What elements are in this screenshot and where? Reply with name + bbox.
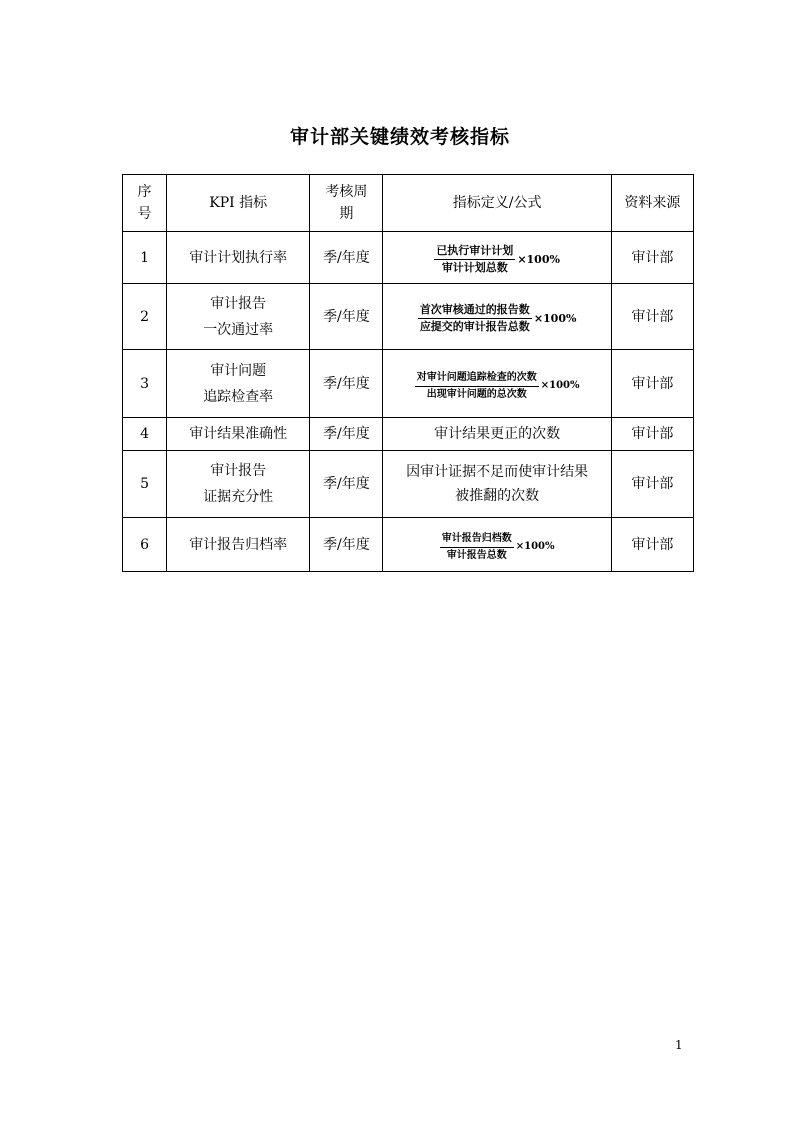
kpi-table [122, 174, 694, 572]
cell-period: 季/年度 [310, 518, 383, 572]
cell-definition [383, 284, 611, 350]
cell-source: 审计部 [611, 232, 693, 284]
table-header-row [123, 175, 694, 232]
table-row [123, 451, 694, 518]
table-row [123, 518, 694, 572]
cell-period: 季/年度 [310, 232, 383, 284]
header-seq: 序 号 [123, 175, 167, 232]
table-row [123, 350, 694, 418]
cell-seq: 3 [123, 350, 167, 418]
cell-definition: 因审计证据不足而使审计结果 被推翻的次数 [383, 451, 611, 518]
numerator: 对审计问题追踪检查的次数 [415, 370, 539, 387]
denominator: 出现审计问题的总次数 [426, 388, 527, 400]
multiplier: ×100% [533, 311, 577, 325]
cell-definition: 审计结果更正的次数 [383, 418, 611, 451]
table-row [123, 284, 694, 350]
cell-seq: 1 [123, 232, 167, 284]
cell-seq: 4 [123, 418, 167, 451]
numerator: 已执行审计计划 [434, 243, 515, 260]
cell-period: 季/年度 [310, 451, 383, 518]
cell-seq: 6 [123, 518, 167, 572]
table-row [123, 232, 694, 284]
cell-seq: 5 [123, 451, 167, 518]
cell-definition [383, 232, 611, 284]
numerator: 审计报告归档数 [440, 531, 514, 548]
header-period: 考核周 期 [310, 175, 383, 232]
fraction [440, 531, 514, 564]
header-kpi: KPI 指标 [167, 175, 310, 232]
cell-source: 审计部 [611, 350, 693, 418]
denominator: 审计报告总数 [446, 549, 507, 561]
cell-definition [383, 518, 611, 572]
formula [434, 243, 560, 276]
fraction [434, 243, 515, 276]
table-row [123, 418, 694, 451]
cell-period: 季/年度 [310, 418, 383, 451]
denominator: 审计计划总数 [441, 261, 508, 274]
formula [440, 531, 555, 564]
cell-kpi: 审计报告归档率 [167, 518, 310, 572]
cell-kpi: 审计计划执行率 [167, 232, 310, 284]
cell-seq: 2 [123, 284, 167, 350]
cell-source: 审计部 [611, 284, 693, 350]
cell-source: 审计部 [611, 451, 693, 518]
multiplier: ×100% [515, 541, 555, 552]
header-source: 资料来源 [611, 175, 693, 232]
numerator: 首次审核通过的报告数 [418, 302, 532, 319]
cell-kpi: 审计报告 一次通过率 [167, 284, 310, 350]
fraction [418, 302, 532, 335]
cell-source: 审计部 [611, 418, 693, 451]
denominator: 应提交的审计报告总数 [419, 320, 530, 333]
page-number: 1 [675, 1038, 683, 1052]
formula [418, 302, 577, 335]
cell-period: 季/年度 [310, 284, 383, 350]
multiplier: ×100% [540, 380, 580, 391]
cell-definition [383, 350, 611, 418]
cell-kpi: 审计问题 追踪检查率 [167, 350, 310, 418]
cell-kpi: 审计报告 证据充分性 [167, 451, 310, 518]
multiplier: ×100% [517, 252, 560, 266]
header-definition: 指标定义/公式 [383, 175, 611, 232]
fraction [415, 370, 539, 403]
cell-period: 季/年度 [310, 350, 383, 418]
cell-source: 审计部 [611, 518, 693, 572]
formula [415, 370, 580, 403]
cell-kpi: 审计结果准确性 [167, 418, 310, 451]
document-title: 审计部关键绩效考核指标 [289, 126, 510, 148]
